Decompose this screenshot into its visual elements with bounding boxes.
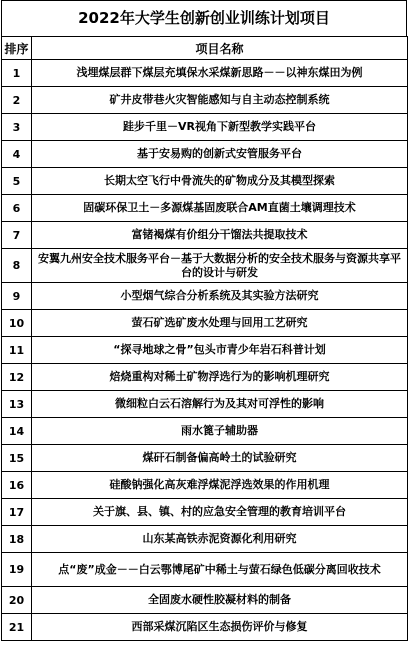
row-project-name: 基于安易购的创新式安管服务平台 [32, 141, 408, 168]
table-row [2, 526, 408, 553]
row-project-name: “探寻地球之骨”包头市青少年岩石科普计划 [32, 337, 408, 364]
table-row [2, 195, 408, 222]
row-index: 5 [2, 168, 32, 195]
row-project-name: 关于旗、县、镇、村的应急安全管理的教育培训平台 [32, 499, 408, 526]
row-project-name: 长期太空飞行中骨流失的矿物成分及其模型探索 [32, 168, 408, 195]
row-project-name: 点“废”成金－－白云鄂博尾矿中稀土与萤石绿色低碳分离回收技术 [32, 553, 408, 587]
row-project-name: 跬步千里－VR视角下新型教学实践平台 [32, 114, 408, 141]
header-index: 排序 [2, 37, 32, 60]
row-project-name: 全固废水硬性胶凝材料的制备 [32, 587, 408, 614]
table-row [2, 445, 408, 472]
row-index: 14 [2, 418, 32, 445]
header-name: 项目名称 [32, 37, 408, 60]
table-row [2, 391, 408, 418]
row-index: 2 [2, 87, 32, 114]
table-row [2, 472, 408, 499]
row-index: 16 [2, 472, 32, 499]
table-row [2, 87, 408, 114]
row-index: 4 [2, 141, 32, 168]
table-row [2, 168, 408, 195]
row-project-name: 焙烧重构对稀土矿物浮选行为的影响机理研究 [32, 364, 408, 391]
row-index: 1 [2, 60, 32, 87]
table-row [2, 141, 408, 168]
table-row [2, 337, 408, 364]
row-index: 17 [2, 499, 32, 526]
row-index: 3 [2, 114, 32, 141]
row-project-name: 萤石矿选矿废水处理与回用工艺研究 [32, 310, 408, 337]
row-index: 7 [2, 222, 32, 249]
row-project-name: 雨水篦子辅助器 [32, 418, 408, 445]
row-index: 19 [2, 553, 32, 587]
row-project-name: 微细粒白云石溶解行为及其对可浮性的影响 [32, 391, 408, 418]
table-row [2, 418, 408, 445]
table-row [2, 114, 408, 141]
row-project-name: 富锗褐煤有价组分干馏法共提取技术 [32, 222, 408, 249]
table-row [2, 553, 408, 587]
row-project-name: 煤矸石制备偏高岭土的试验研究 [32, 445, 408, 472]
table-row [2, 614, 408, 641]
table-row [2, 60, 408, 87]
row-index: 9 [2, 283, 32, 310]
row-index: 21 [2, 614, 32, 641]
row-project-name: 矿井皮带巷火灾智能感知与自主动态控制系统 [32, 87, 408, 114]
table-row [2, 249, 408, 283]
row-project-name: 浅埋煤层群下煤层充填保水采煤新思路－－以神东煤田为例 [32, 60, 408, 87]
sheet-title: 2022年大学生创新创业训练计划项目 [1, 0, 407, 36]
row-project-name: 安翼九州安全技术服务平台－基于大数据分析的安全技术服务与资源共享平台的设计与研发 [32, 249, 408, 283]
row-index: 8 [2, 249, 32, 283]
row-project-name: 山东某高铁赤泥资源化利用研究 [32, 526, 408, 553]
row-project-name: 小型烟气综合分析系统及其实验方法研究 [32, 283, 408, 310]
table-row [2, 310, 408, 337]
table-row [2, 587, 408, 614]
row-index: 15 [2, 445, 32, 472]
table-row [2, 283, 408, 310]
row-index: 20 [2, 587, 32, 614]
table-row [2, 499, 408, 526]
table-row [2, 222, 408, 249]
header-row [2, 37, 408, 60]
row-index: 6 [2, 195, 32, 222]
row-index: 12 [2, 364, 32, 391]
row-project-name: 硅酸钠强化高灰难浮煤泥浮选效果的作用机理 [32, 472, 408, 499]
row-index: 13 [2, 391, 32, 418]
row-index: 11 [2, 337, 32, 364]
row-project-name: 固碳环保卫土－多源煤基固废联合AM直菌土壤调理技术 [32, 195, 408, 222]
project-sheet [1, 0, 407, 641]
table-row [2, 364, 408, 391]
row-index: 18 [2, 526, 32, 553]
row-project-name: 西部采煤沉陷区生态损伤评价与修复 [32, 614, 408, 641]
row-index: 10 [2, 310, 32, 337]
project-table [1, 36, 408, 641]
